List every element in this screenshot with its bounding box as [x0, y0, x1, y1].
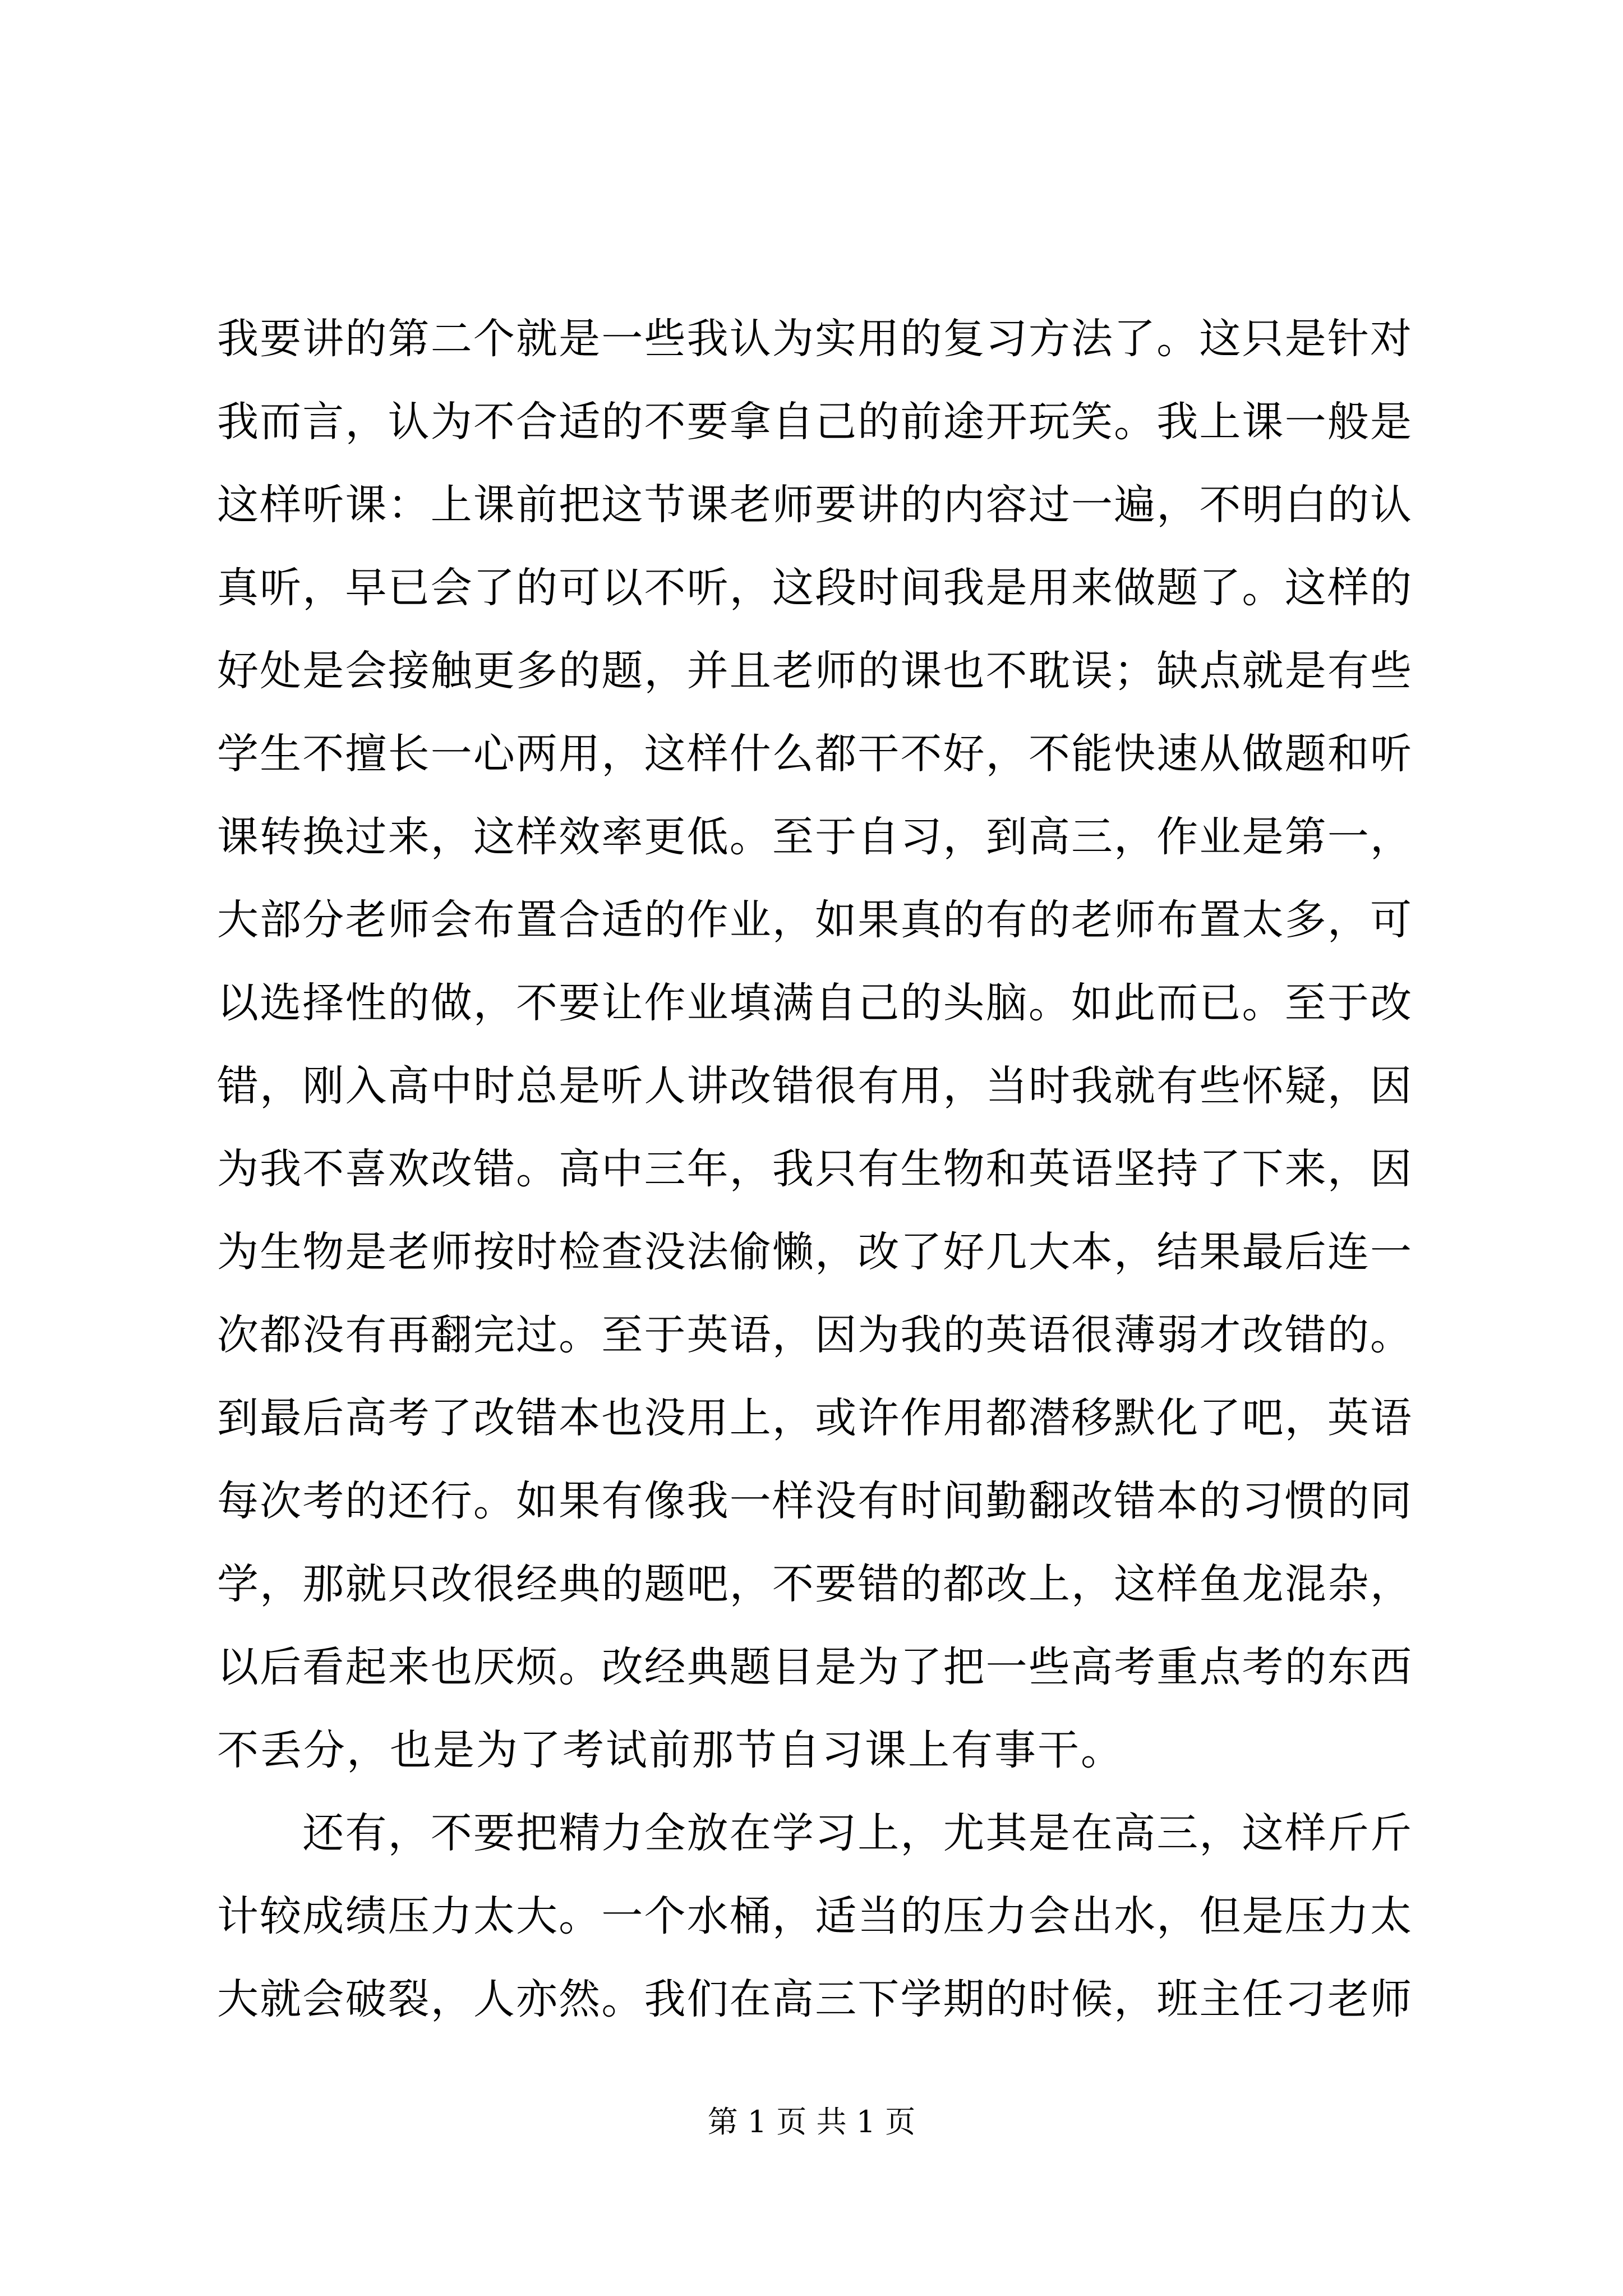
text-line: 为生物是老师按时检查没法偷懒，改了好几大本，结果最后连一	[217, 1228, 1412, 1276]
text-line: 这样听课：上课前把这节课老师要讲的内容过一遍，不明白的认	[217, 481, 1412, 529]
text-line: 以后看起来也厌烦。改经典题目是为了把一些高考重点考的东西	[217, 1643, 1412, 1691]
text-line: 大部分老师会布置合适的作业，如果真的有的老师布置太多，可	[217, 896, 1412, 944]
text-line: 我而言，认为不合适的不要拿自己的前途开玩笑。我上课一般是	[217, 398, 1412, 446]
text-line: 我要讲的第二个就是一些我认为实用的复习方法了。这只是针对	[217, 315, 1412, 363]
text-line: 为我不喜欢改错。高中三年，我只有生物和英语坚持了下来，因	[217, 1145, 1412, 1193]
text-line-paragraph-end: 不丢分，也是为了考试前那节自习课上有事干。	[217, 1726, 1124, 1774]
text-line: 以选择性的做，不要让作业填满自己的头脑。如此而已。至于改	[217, 979, 1412, 1027]
text-line: 错，刚入高中时总是听人讲改错很有用，当时我就有些怀疑，因	[217, 1062, 1412, 1110]
text-line: 真听，早已会了的可以不听，这段时间我是用来做题了。这样的	[217, 564, 1412, 612]
text-line-paragraph-start: 还有，不要把精力全放在学习上，尤其是在高三，这样斤斤	[217, 1809, 1412, 1857]
text-line: 计较成绩压力太大。一个水桶，适当的压力会出水，但是压力太	[217, 1892, 1412, 1940]
text-line: 学，那就只改很经典的题吧，不要错的都改上，这样鱼龙混杂，	[217, 1560, 1412, 1608]
text-line: 学生不擅长一心两用，这样什么都干不好，不能快速从做题和听	[217, 730, 1412, 778]
text-line: 好处是会接触更多的题，并且老师的课也不耽误；缺点就是有些	[217, 647, 1412, 695]
text-line: 到最后高考了改错本也没用上，或许作用都潜移默化了吧，英语	[217, 1394, 1412, 1442]
text-line: 每次考的还行。如果有像我一样没有时间勤翻改错本的习惯的同	[217, 1477, 1412, 1525]
page-footer: 第 1 页 共 1 页	[707, 2104, 916, 2139]
text-line: 次都没有再翻完过。至于英语，因为我的英语很薄弱才改错的。	[217, 1311, 1412, 1359]
text-line: 课转换过来，这样效率更低。至于自习，到高三，作业是第一，	[217, 813, 1412, 861]
text-line: 大就会破裂，人亦然。我们在高三下学期的时候，班主任刁老师	[217, 1975, 1412, 2023]
body-text	[217, 297, 1412, 2041]
